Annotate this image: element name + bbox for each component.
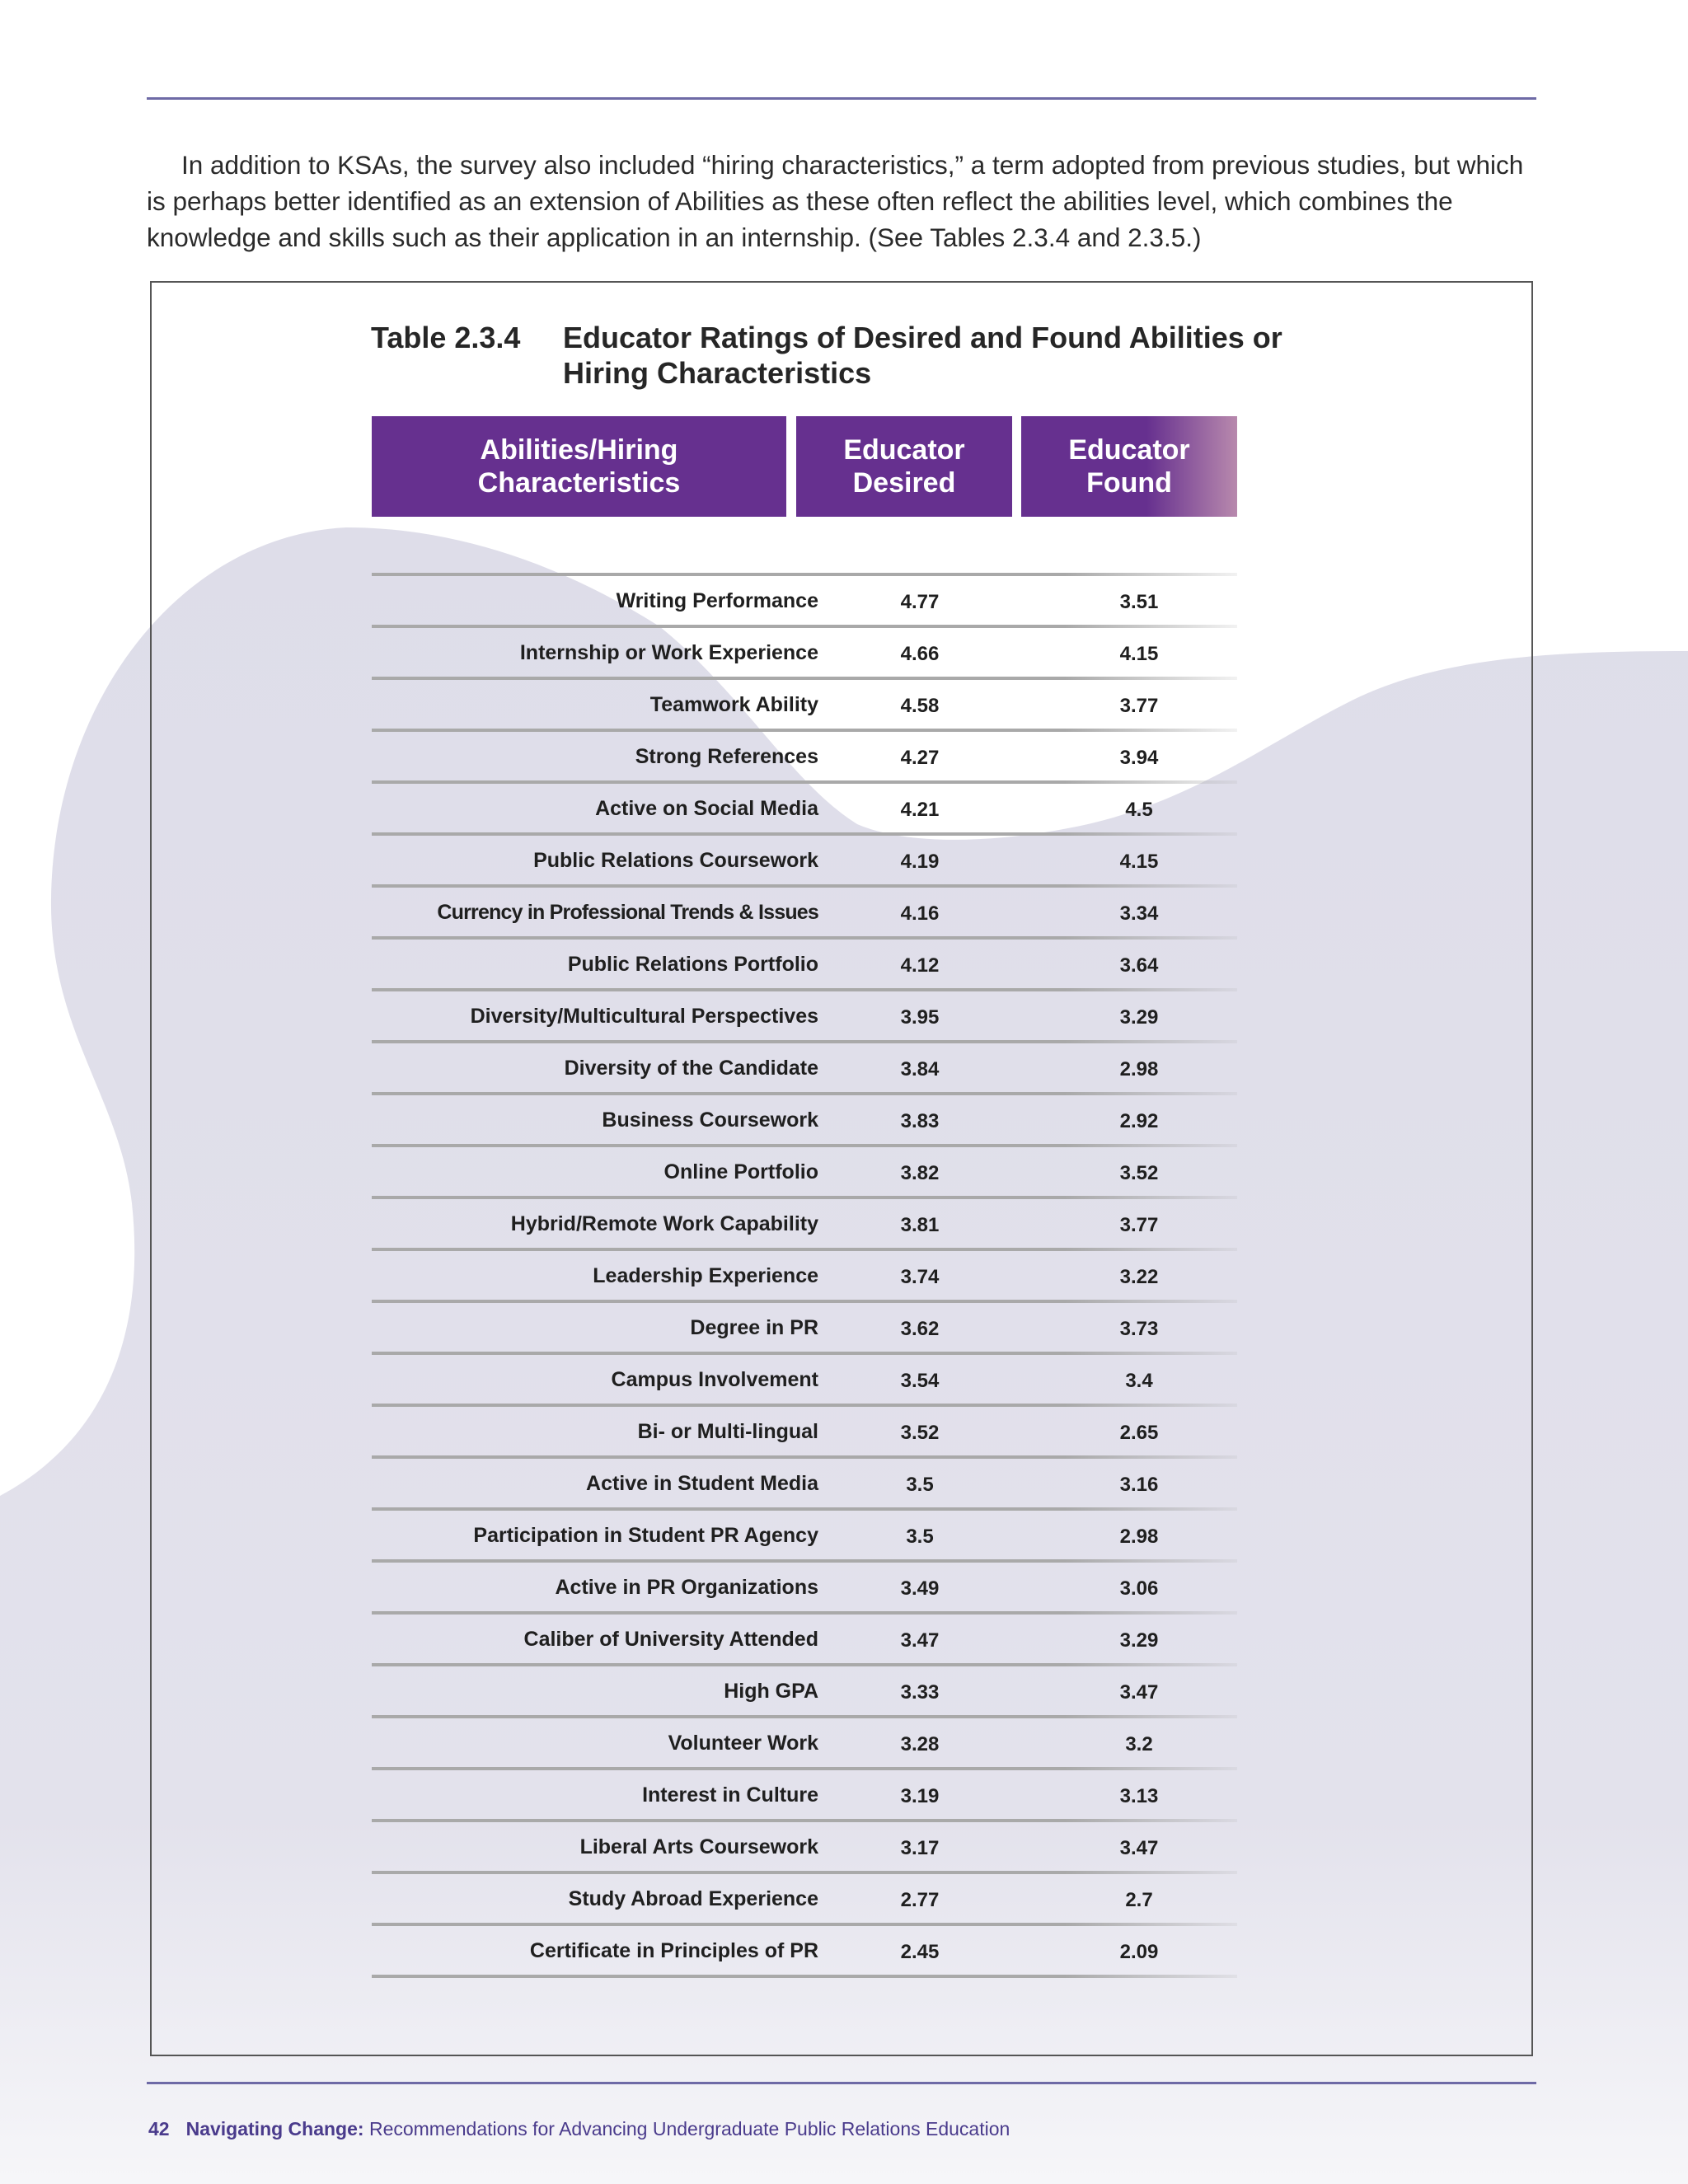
table-row xyxy=(372,677,1237,729)
table-row xyxy=(372,1092,1237,1144)
row-label: Business Coursework xyxy=(602,1108,818,1132)
desired-value: 3.95 xyxy=(900,1006,940,1029)
table-row xyxy=(372,1040,1237,1092)
row-label: Active in PR Organizations xyxy=(555,1576,818,1599)
row-label: Study Abroad Experience xyxy=(568,1887,818,1910)
table-number: Table 2.3.4 xyxy=(371,321,521,354)
row-label: Campus Involvement xyxy=(611,1368,818,1391)
row-label: Diversity/Multicultural Perspectives xyxy=(470,1005,818,1028)
table-row xyxy=(372,884,1237,936)
found-value: 3.77 xyxy=(1119,1214,1159,1236)
found-value: 4.15 xyxy=(1119,851,1159,873)
found-value: 3.13 xyxy=(1119,1785,1159,1807)
footer-subtitle: Recommendations for Advancing Undergraduate Public Relations Education xyxy=(368,2118,1010,2139)
row-label: Liberal Arts Coursework xyxy=(579,1835,818,1858)
table-title-text: Educator Ratings of Desired and Found Abilities or Hiring Characteristics xyxy=(563,321,1282,390)
row-label: Caliber of University Attended xyxy=(523,1628,818,1651)
found-value: 3.29 xyxy=(1119,1006,1159,1029)
desired-value: 4.21 xyxy=(900,799,940,821)
desired-value: 3.84 xyxy=(900,1058,940,1080)
table-row xyxy=(372,832,1237,884)
table-row xyxy=(372,1507,1237,1559)
desired-value: 3.5 xyxy=(906,1474,934,1496)
row-label: Public Relations Coursework xyxy=(533,849,818,872)
table-row xyxy=(372,780,1237,832)
desired-value: 2.45 xyxy=(900,1941,940,1963)
desired-value: 4.77 xyxy=(900,591,940,613)
row-label: Currency in Professional Trends & Issues xyxy=(437,901,818,924)
row-label: Teamwork Ability xyxy=(649,693,818,716)
found-value: 3.06 xyxy=(1119,1577,1159,1600)
desired-value: 4.19 xyxy=(900,851,940,873)
found-value: 3.47 xyxy=(1119,1837,1159,1859)
desired-value: 3.82 xyxy=(900,1162,940,1184)
row-label: Participation in Student PR Agency xyxy=(473,1524,818,1547)
row-label: Active on Social Media xyxy=(595,797,818,820)
row-label: Writing Performance xyxy=(616,589,818,612)
desired-value: 4.27 xyxy=(900,747,940,769)
found-value: 3.16 xyxy=(1119,1474,1159,1496)
table-row xyxy=(372,729,1237,780)
table-row xyxy=(372,1871,1237,1923)
table-bottom-rule xyxy=(372,1975,1237,1978)
found-value: 3.73 xyxy=(1119,1318,1159,1340)
desired-value: 3.74 xyxy=(900,1266,940,1288)
table-body xyxy=(372,573,1237,1978)
desired-value: 3.5 xyxy=(906,1526,934,1548)
row-label: Interest in Culture xyxy=(642,1783,818,1807)
table-row xyxy=(372,625,1237,677)
table-row xyxy=(372,1455,1237,1507)
column-header-found: Educator Found xyxy=(1021,416,1237,517)
row-label: Public Relations Portfolio xyxy=(567,953,818,976)
table-title xyxy=(371,320,1305,391)
desired-value: 3.62 xyxy=(900,1318,940,1340)
found-value: 2.09 xyxy=(1119,1941,1159,1963)
found-value: 3.22 xyxy=(1119,1266,1159,1288)
table-row xyxy=(372,1715,1237,1767)
top-rule xyxy=(147,97,1536,100)
desired-value: 3.83 xyxy=(900,1110,940,1132)
row-label: Internship or Work Experience xyxy=(519,641,818,664)
table-row xyxy=(372,1300,1237,1352)
table-row xyxy=(372,1248,1237,1300)
found-value: 3.2 xyxy=(1125,1733,1153,1755)
row-label: Active in Student Media xyxy=(586,1472,818,1495)
intro-paragraph: In addition to KSAs, the survey also included “hiring characteristics,” a term adopted from previous studies, but which is perhaps better identified as an extension of Abilities as these often reflect the abilities level, which combines the knowledge and skills such as their application in an internship. (See Tables 2.3.4 and 2.3.5.) xyxy=(147,150,1524,252)
column-header-characteristic: Abilities/Hiring Characteristics xyxy=(372,416,786,517)
desired-value: 3.17 xyxy=(900,1837,940,1859)
row-label: Hybrid/Remote Work Capability xyxy=(510,1212,818,1235)
desired-value: 3.47 xyxy=(900,1629,940,1652)
found-value: 3.77 xyxy=(1119,695,1159,717)
table-row xyxy=(372,1352,1237,1404)
found-value: 4.5 xyxy=(1125,799,1153,821)
found-value: 3.94 xyxy=(1119,747,1159,769)
table-row xyxy=(372,1767,1237,1819)
footer-brand: Navigating Change: xyxy=(185,2118,364,2139)
desired-value: 3.54 xyxy=(900,1370,940,1392)
desired-value: 3.81 xyxy=(900,1214,940,1236)
row-label: Volunteer Work xyxy=(668,1732,818,1755)
found-value: 3.64 xyxy=(1119,954,1159,977)
row-label: Online Portfolio xyxy=(663,1160,818,1183)
desired-value: 4.12 xyxy=(900,954,940,977)
desired-value: 2.77 xyxy=(900,1889,940,1911)
row-label: Certificate in Principles of PR xyxy=(529,1939,818,1962)
page-footer xyxy=(148,2118,1010,2140)
table-row xyxy=(372,1611,1237,1663)
desired-value: 3.19 xyxy=(900,1785,940,1807)
found-value: 2.98 xyxy=(1119,1526,1159,1548)
desired-value: 4.66 xyxy=(900,643,940,665)
found-value: 3.29 xyxy=(1119,1629,1159,1652)
table-row xyxy=(372,1559,1237,1611)
table-row xyxy=(372,573,1237,625)
found-value: 3.34 xyxy=(1119,902,1159,925)
found-value: 2.7 xyxy=(1125,1889,1153,1911)
desired-value: 4.58 xyxy=(900,695,940,717)
column-header-desired: Educator Desired xyxy=(796,416,1012,517)
found-value: 3.52 xyxy=(1119,1162,1159,1184)
found-value: 3.47 xyxy=(1119,1681,1159,1704)
table-row xyxy=(372,1923,1237,1975)
row-label: Strong References xyxy=(635,745,818,768)
row-label: Diversity of the Candidate xyxy=(564,1057,818,1080)
found-value: 2.92 xyxy=(1119,1110,1159,1132)
desired-value: 4.16 xyxy=(900,902,940,925)
found-value: 2.65 xyxy=(1119,1422,1159,1444)
row-label: Leadership Experience xyxy=(593,1264,818,1287)
table-row xyxy=(372,1404,1237,1455)
row-label: Degree in PR xyxy=(690,1316,818,1339)
table-row xyxy=(372,1819,1237,1871)
table-row xyxy=(372,1663,1237,1715)
desired-value: 3.28 xyxy=(900,1733,940,1755)
page-number: 42 xyxy=(148,2118,170,2139)
table-row xyxy=(372,936,1237,988)
found-value: 2.98 xyxy=(1119,1058,1159,1080)
found-value: 3.51 xyxy=(1119,591,1159,613)
table-row xyxy=(372,1144,1237,1196)
table-row xyxy=(372,1196,1237,1248)
desired-value: 3.52 xyxy=(900,1422,940,1444)
table-row xyxy=(372,988,1237,1040)
row-label: Bi- or Multi-lingual xyxy=(637,1420,818,1443)
desired-value: 3.33 xyxy=(900,1681,940,1704)
found-value: 4.15 xyxy=(1119,643,1159,665)
found-value: 3.4 xyxy=(1125,1370,1153,1392)
bottom-rule xyxy=(147,2082,1536,2084)
desired-value: 3.49 xyxy=(900,1577,940,1600)
row-label: High GPA xyxy=(724,1680,818,1703)
